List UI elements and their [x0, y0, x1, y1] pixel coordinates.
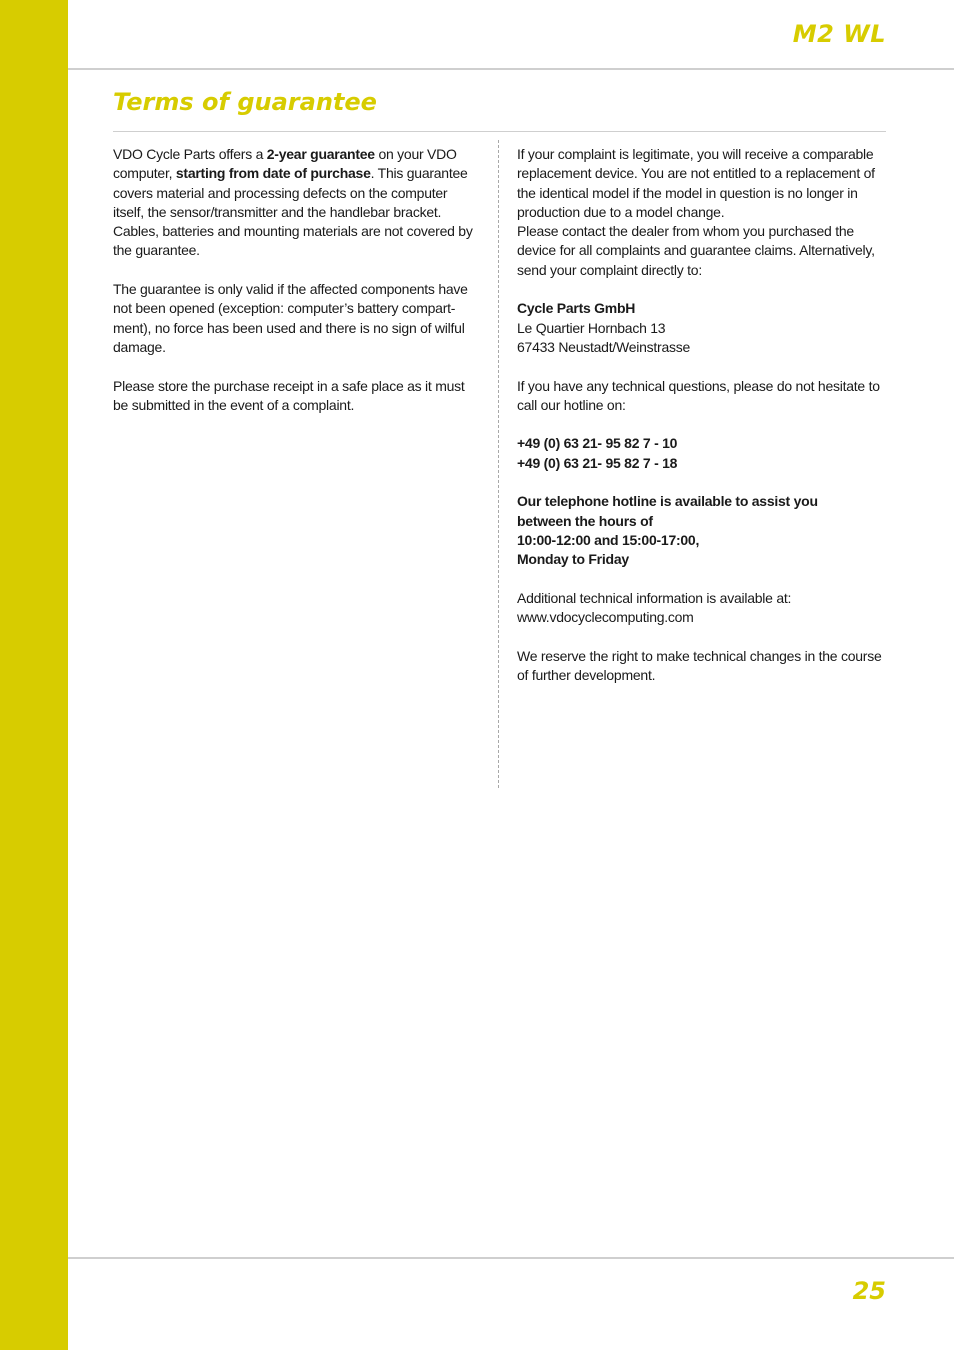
- guarantee-start: starting from date of purchase: [175, 165, 371, 182]
- header-divider: [68, 68, 954, 70]
- title-divider: [113, 131, 886, 132]
- validity-paragraph: The guarantee is only valid if the affected components have not been opened (exception: computer’s battery compart-ment), no force has been used and there is no sign of wilful damage.: [113, 281, 468, 355]
- page-title: Terms of guarantee: [113, 88, 377, 116]
- company-name: Cycle Parts GmbH: [517, 300, 636, 317]
- phone-numbers: [517, 434, 887, 473]
- hours-line: Monday to Friday: [517, 551, 629, 568]
- text: Please contact the dealer from whom you purchased the device for all complaints and guarantee claims. Alternatively, send your complaint directly to:: [517, 223, 875, 278]
- text: VDO Cycle Parts offers a: [113, 146, 267, 162]
- right-column: [517, 145, 887, 705]
- info-paragraph: [517, 589, 887, 628]
- side-accent-bar: [0, 0, 68, 1350]
- model-name: M2 WL: [792, 20, 886, 48]
- address-block: [517, 299, 887, 357]
- hours-line: between the hours of: [517, 512, 653, 529]
- hours-line: Our telephone hotline is available to assist you: [517, 493, 818, 510]
- phone-number: +49 (0) 63 21- 95 82 7 - 18: [517, 454, 678, 471]
- footer-divider: [68, 1257, 954, 1259]
- phone-number: +49 (0) 63 21- 95 82 7 - 10: [517, 435, 678, 452]
- text: Additional technical information is available at:: [517, 589, 792, 606]
- hotline-intro: If you have any technical questions, please do not hesitate to call our hotline on:: [517, 377, 880, 413]
- text: on your VDO computer,: [113, 146, 457, 182]
- left-column: [113, 145, 481, 434]
- hours-line: 10:00-12:00 and 15:00-17:00,: [517, 531, 700, 548]
- page-number: 25: [852, 1277, 886, 1305]
- receipt-paragraph: Please store the purchase receipt in a safe place as it must be submitted in the event of a complaint.: [113, 377, 465, 413]
- guarantee-paragraph: [113, 145, 481, 261]
- website-url: www.vdocyclecomputing.com: [517, 609, 694, 626]
- column-divider: [498, 140, 499, 788]
- guarantee-duration: 2-year guarantee: [266, 146, 375, 162]
- complaint-paragraph: [517, 145, 887, 280]
- hotline-hours: [517, 492, 887, 569]
- text: . This guarantee covers material and processing defects on the computer itself, the sensor/transmitter and the handlebar bracket. Cables, batteries and mounting materials are not covered by the guarantee.: [113, 165, 473, 259]
- city: 67433 Neustadt/Weinstrasse: [517, 338, 691, 355]
- text: If your complaint is legitimate, you will receive a comparable replacement device. You are not entitled to a replacement of the identical model if the model in question is no longer in production due to a model change.: [517, 146, 875, 220]
- street: Le Quartier Hornbach 13: [517, 319, 666, 336]
- disclaimer-paragraph: We reserve the right to make technical changes in the course of further development.: [517, 647, 882, 684]
